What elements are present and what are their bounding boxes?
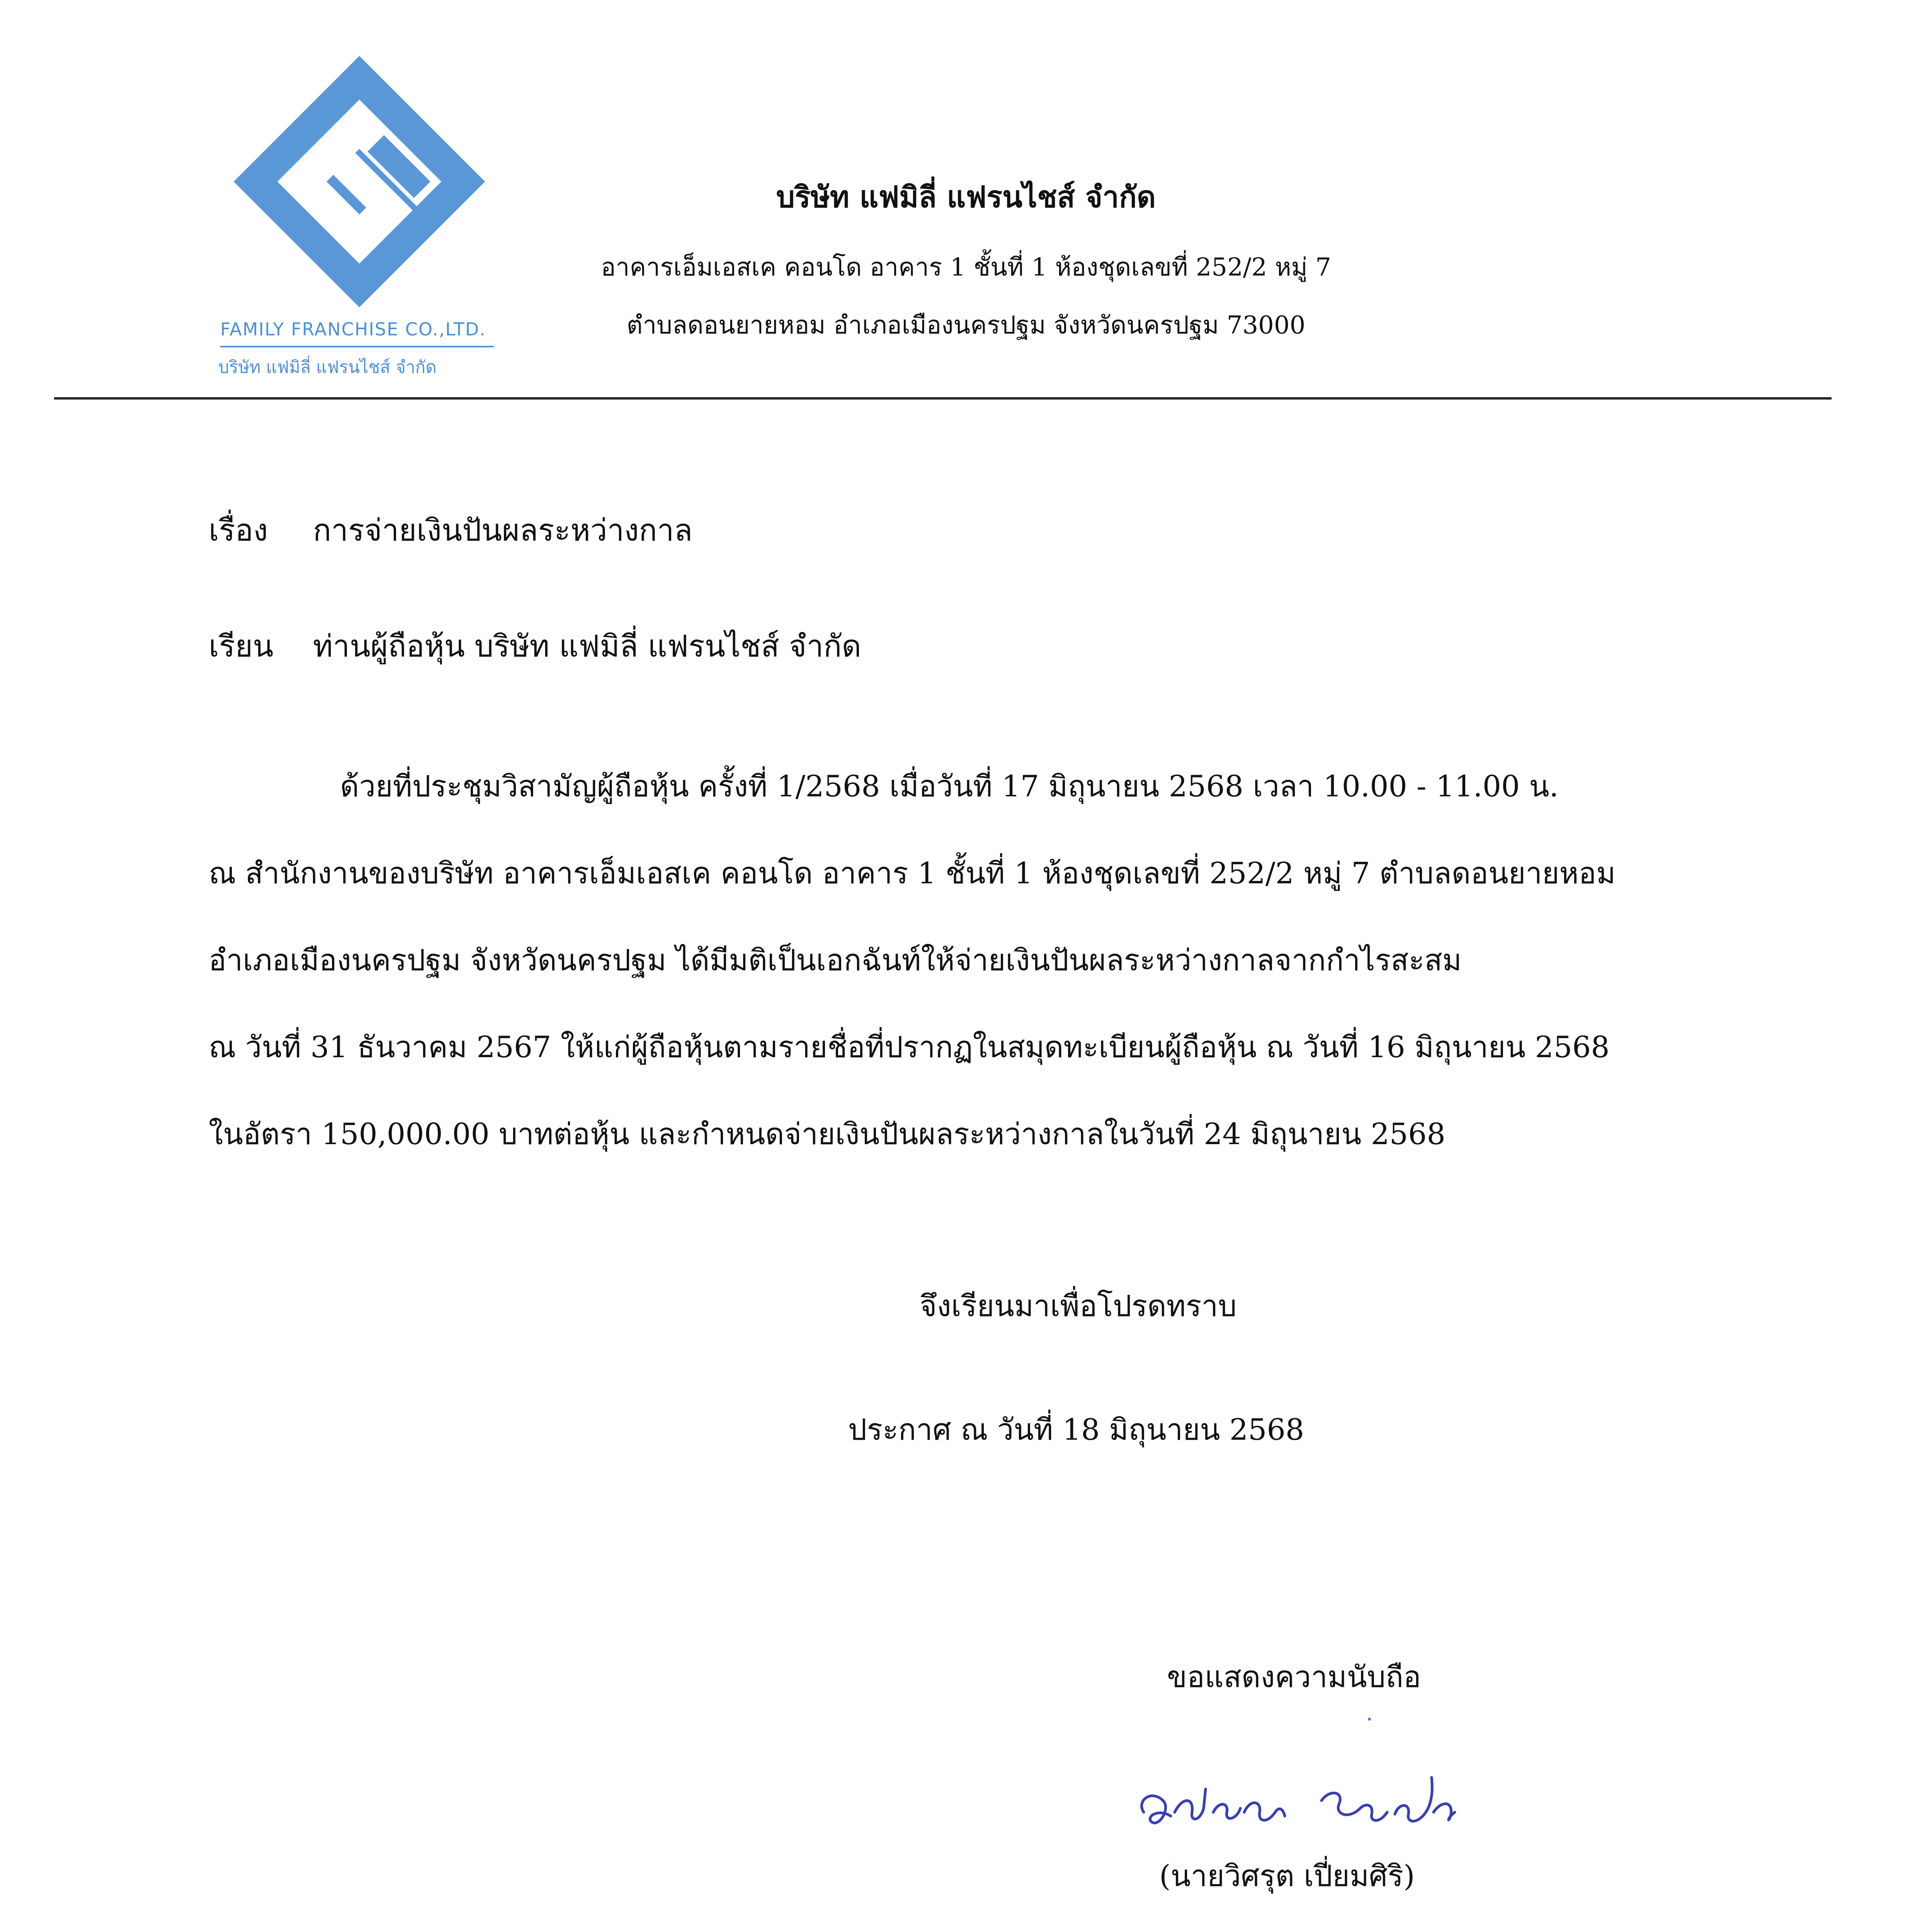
closing-text: จึงเรียนมาเพื่อโปรดทราบ xyxy=(920,1289,1237,1323)
salutation-text: ท่านผู้ถือหุ้น บริษัท แฟมิลี่ แฟรนไชส์ จำกัด xyxy=(313,629,862,664)
address-line-2: ตำบลดอนยายหอม อำเภอเมืองนครปฐม จังหวัดนครปฐม 73000 xyxy=(626,311,1306,340)
subject-text: การจ่ายเงินปันผลระหว่างกาล xyxy=(313,513,693,548)
logo-english-name: FAMILY FRANCHISE CO.,LTD. xyxy=(220,319,486,340)
signature-icon xyxy=(1128,1754,1476,1847)
company-name: บริษัท แฟมิลี่ แฟรนไชส์ จำกัด xyxy=(776,180,1156,214)
regards-text: ขอแสดงความนับถือ xyxy=(1167,1660,1421,1694)
body-line: ด้วยที่ประชุมวิสามัญผู้ถือหุ้น ครั้งที่ 1/2568 เมื่อวันที่ 17 มิถุนายน 2568 เวลา 10.00 - 11.00 น. xyxy=(340,769,1559,803)
announcement-date: ประกาศ ณ วันที่ 18 มิถุนายน 2568 xyxy=(848,1412,1304,1447)
body-line: ในอัตรา 150,000.00 บาทต่อหุ้น และกำหนดจ่ายเงินปันผลระหว่างกาลในวันที่ 24 มิถุนายน 2568 xyxy=(209,1117,1446,1151)
ink-dot xyxy=(1368,1718,1371,1721)
address-line-1: อาคารเอ็มเอสเค คอนโด อาคาร 1 ชั้นที่ 1 ห้องชุดเลขที่ 252/2 หมู่ 7 xyxy=(601,253,1331,282)
subject-label: เรื่อง xyxy=(209,513,268,548)
logo-underline xyxy=(220,346,494,347)
signer-name: (นายวิศรุต เปี่ยมศิริ) xyxy=(1159,1859,1415,1893)
header-divider xyxy=(54,397,1832,400)
salutation-label: เรียน xyxy=(209,629,274,664)
body-line: ณ สำนักงานของบริษัท อาคารเอ็มเอสเค คอนโด อาคาร 1 ชั้นที่ 1 ห้องชุดเลขที่ 252/2 หมู่ 7 ตำบลดอนยายหอม xyxy=(209,856,1616,890)
body-line: อำเภอเมืองนครปฐม จังหวัดนครปฐม ได้มีมติเป็นเอกฉันท์ให้จ่ายเงินปันผลระหว่างกาลจากกำไรสะสม xyxy=(209,943,1462,977)
body-line: ณ วันที่ 31 ธันวาคม 2567 ให้แก่ผู้ถือหุ้นตามรายชื่อที่ปรากฏในสมุดทะเบียนผู้ถือหุ้น ณ วันที่ 16 มิถุนายน 2568 xyxy=(209,1030,1610,1064)
logo-thai-name: บริษัท แฟมิลี่ แฟรนไชส์ จำกัด xyxy=(218,357,437,377)
